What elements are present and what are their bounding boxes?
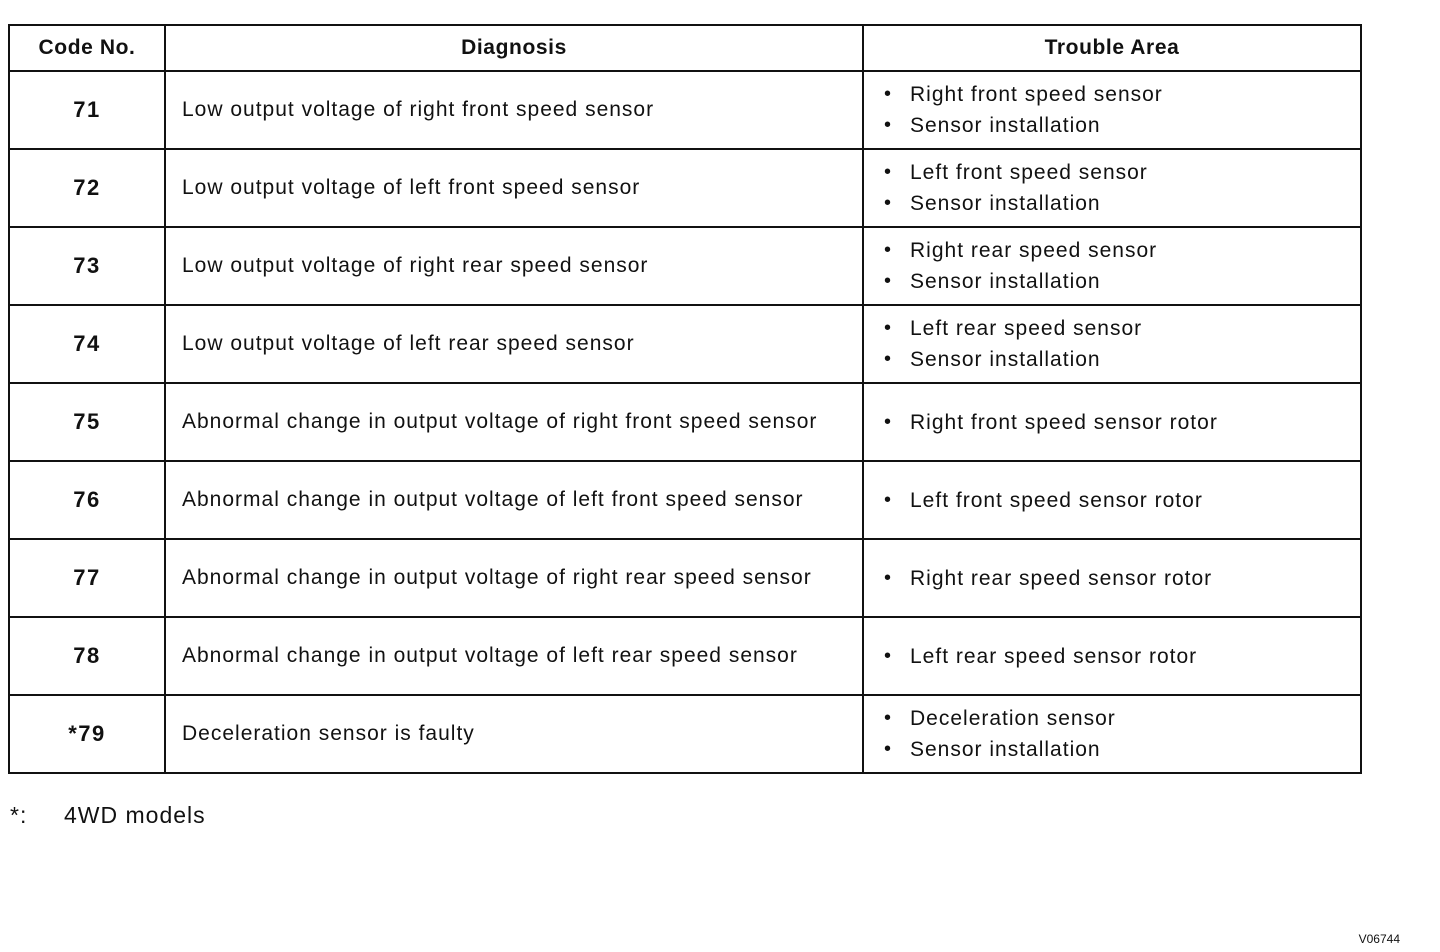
table-row — [9, 461, 1361, 539]
trouble-area-cell — [863, 71, 1361, 149]
trouble-area-item: • Sensor installation — [882, 188, 1360, 219]
trouble-area-cell — [863, 305, 1361, 383]
diagnosis-cell: Deceleration sensor is faulty — [165, 695, 863, 773]
table-row — [9, 71, 1361, 149]
trouble-area-list — [882, 641, 1360, 672]
code-cell: 77 — [9, 539, 165, 617]
diagnosis-cell: Low output voltage of right rear speed sensor — [165, 227, 863, 305]
trouble-area-list — [882, 79, 1360, 141]
trouble-area-item: • Right rear speed sensor rotor — [882, 563, 1360, 594]
code-cell: 71 — [9, 71, 165, 149]
trouble-area-item: • Right front speed sensor — [882, 79, 1360, 110]
trouble-area-cell — [863, 461, 1361, 539]
diagnosis-cell: Abnormal change in output voltage of right rear speed sensor — [165, 539, 863, 617]
diagnosis-cell: Abnormal change in output voltage of right front speed sensor — [165, 383, 863, 461]
trouble-area-cell — [863, 227, 1361, 305]
trouble-area-list — [882, 485, 1360, 516]
table-row — [9, 539, 1361, 617]
trouble-area-item: • Left front speed sensor — [882, 157, 1360, 188]
trouble-area-cell — [863, 695, 1361, 773]
figure-id: V06744 — [1358, 932, 1400, 946]
table-row — [9, 695, 1361, 773]
diagnosis-cell: Low output voltage of left front speed sensor — [165, 149, 863, 227]
trouble-area-list — [882, 563, 1360, 594]
trouble-area-item: • Sensor installation — [882, 344, 1360, 375]
header-code-no: Code No. — [9, 25, 165, 71]
diagnostic-code-table-container — [8, 24, 1360, 774]
code-cell: *79 — [9, 695, 165, 773]
diagnosis-cell: Abnormal change in output voltage of left front speed sensor — [165, 461, 863, 539]
header-trouble-area: Trouble Area — [863, 25, 1361, 71]
code-cell: 78 — [9, 617, 165, 695]
header-diagnosis: Diagnosis — [165, 25, 863, 71]
trouble-area-list — [882, 235, 1360, 297]
trouble-area-list — [882, 703, 1360, 765]
trouble-area-item: • Deceleration sensor — [882, 703, 1360, 734]
table-row — [9, 149, 1361, 227]
trouble-area-cell — [863, 617, 1361, 695]
trouble-area-item: • Sensor installation — [882, 110, 1360, 141]
code-cell: 73 — [9, 227, 165, 305]
trouble-area-list — [882, 313, 1360, 375]
table-header-row — [9, 25, 1361, 71]
footnote-text: 4WD models — [64, 802, 206, 828]
table-row — [9, 227, 1361, 305]
trouble-area-item: • Left rear speed sensor — [882, 313, 1360, 344]
trouble-area-item: • Left rear speed sensor rotor — [882, 641, 1360, 672]
code-cell: 75 — [9, 383, 165, 461]
trouble-area-item: • Right front speed sensor rotor — [882, 407, 1360, 438]
diagnosis-cell: Low output voltage of right front speed sensor — [165, 71, 863, 149]
diagnosis-cell: Abnormal change in output voltage of left rear speed sensor — [165, 617, 863, 695]
table-row — [9, 383, 1361, 461]
trouble-area-item: • Right rear speed sensor — [882, 235, 1360, 266]
trouble-area-item: • Sensor installation — [882, 734, 1360, 765]
trouble-area-list — [882, 157, 1360, 219]
diagnosis-cell: Low output voltage of left rear speed sensor — [165, 305, 863, 383]
table-body — [9, 71, 1361, 773]
trouble-area-cell — [863, 383, 1361, 461]
trouble-area-cell — [863, 149, 1361, 227]
diagnostic-code-table — [8, 24, 1362, 774]
code-cell: 74 — [9, 305, 165, 383]
footnote — [10, 802, 206, 829]
code-cell: 72 — [9, 149, 165, 227]
code-cell: 76 — [9, 461, 165, 539]
trouble-area-item: • Sensor installation — [882, 266, 1360, 297]
trouble-area-item: • Left front speed sensor rotor — [882, 485, 1360, 516]
table-row — [9, 617, 1361, 695]
trouble-area-cell — [863, 539, 1361, 617]
table-row — [9, 305, 1361, 383]
footnote-mark: *: — [10, 802, 28, 828]
trouble-area-list — [882, 407, 1360, 438]
